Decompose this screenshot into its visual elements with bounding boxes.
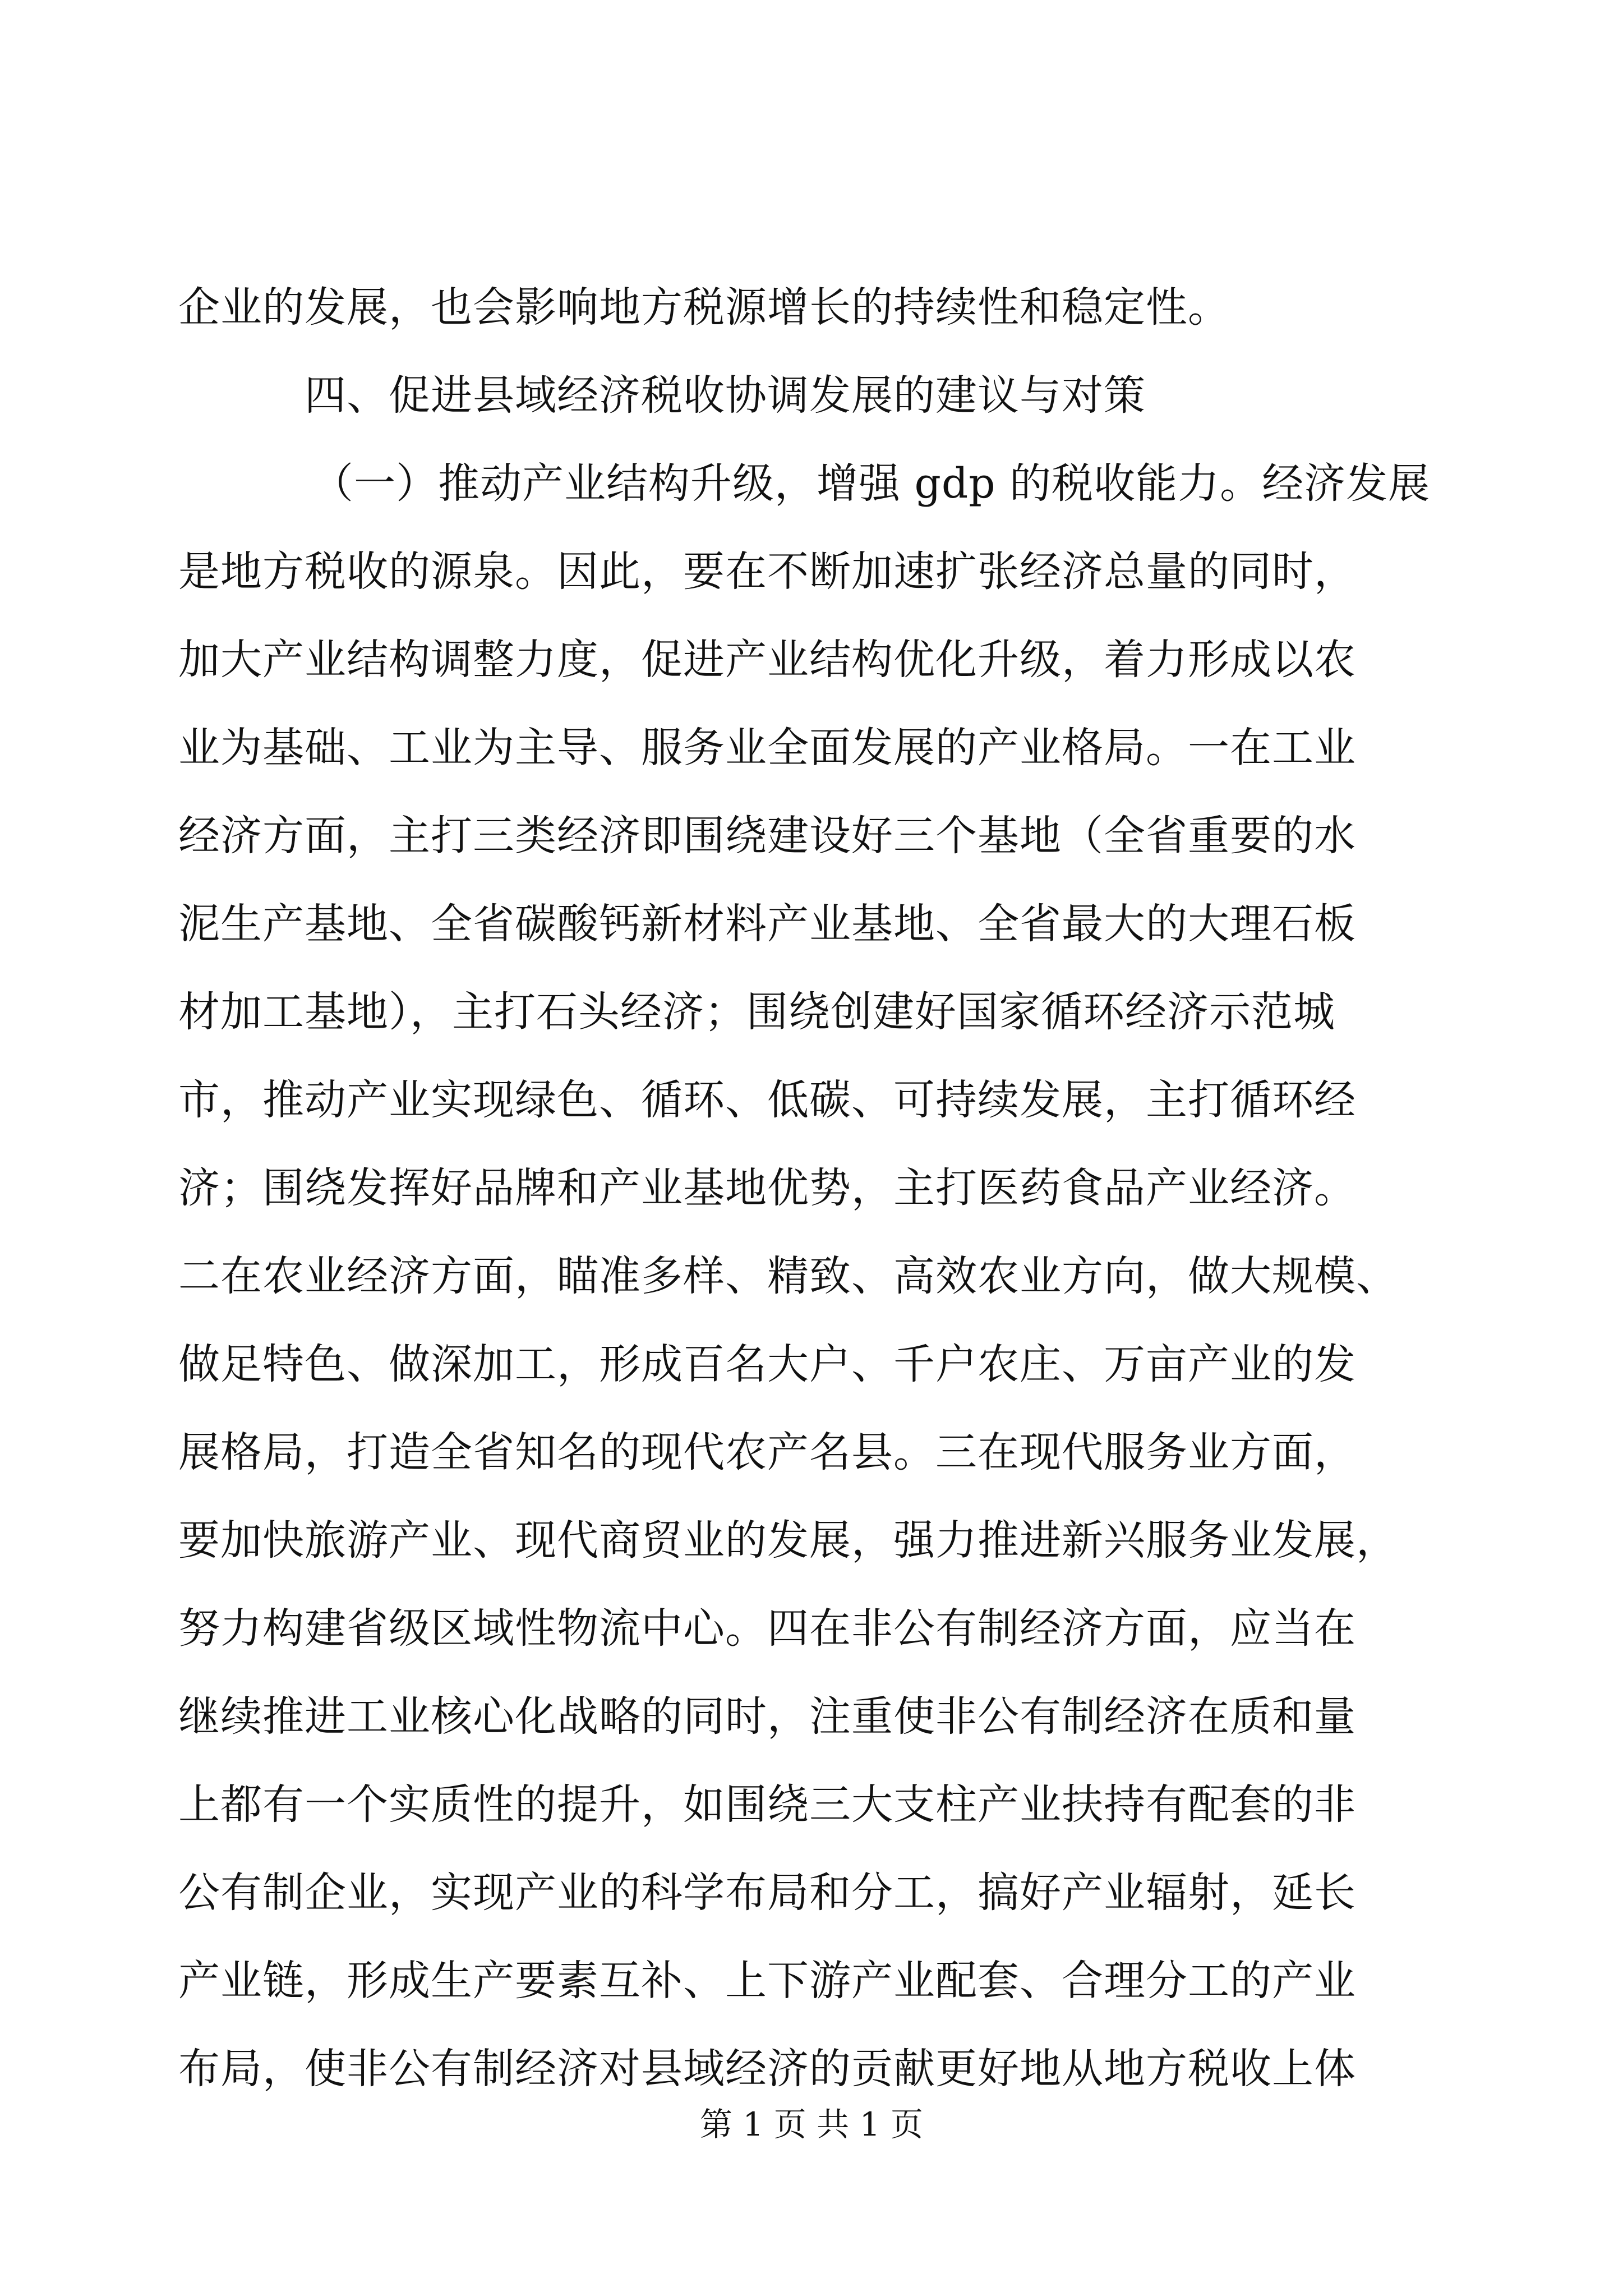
text-line: 继续推进工业核心化战略的同时，注重使非公有制经济在质和量 <box>178 1692 1356 1741</box>
subsection-heading-line: （一）推动产业结构升级，增强 gdp 的税收能力。经济发展 <box>312 459 1431 508</box>
text-line: 企业的发展，也会影响地方税源增长的持续性和稳定性。 <box>178 283 1230 332</box>
page-footer <box>0 2105 1623 2144</box>
page-number-label: 第 1 页 共 1 页 <box>700 2105 923 2143</box>
text-line: 公有制企业，实现产业的科学布局和分工，搞好产业辐射，延长 <box>178 1869 1356 1917</box>
section-heading: 四、促进县域经济税收协调发展的建议与对策 <box>305 371 1146 420</box>
text-line: 泥生产基地、全省碳酸钙新材料产业基地、全省最大的大理石板 <box>178 900 1356 948</box>
document-body <box>178 264 1440 2113</box>
text-line: 展格局，打造全省知名的现代农产名县。三在现代服务业方面， <box>178 1428 1356 1476</box>
text-line: 上都有一个实质性的提升，如围绕三大支柱产业扶持有配套的非 <box>178 1780 1356 1829</box>
text-line: 市，推动产业实现绿色、循环、低碳、可持续发展，主打循环经 <box>178 1076 1356 1124</box>
text-line: 是地方税收的源泉。因此，要在不断加速扩张经济总量的同时， <box>178 547 1356 596</box>
text-line: 产业链，形成生产要素互补、上下游产业配套、合理分工的产业 <box>178 1957 1356 2005</box>
text-line: 做足特色、做深加工，形成百名大户、千户农庄、万亩产业的发 <box>178 1340 1356 1388</box>
text-line: 济；围绕发挥好品牌和产业基地优势，主打医药食品产业经济。 <box>178 1164 1356 1212</box>
text-line: 业为基础、工业为主导、服务业全面发展的产业格局。一在工业 <box>178 724 1356 772</box>
text-line: 努力构建省级区域性物流中心。四在非公有制经济方面，应当在 <box>178 1604 1356 1653</box>
text-line: 经济方面，主打三类经济即围绕建设好三个基地（全省重要的水 <box>178 812 1356 860</box>
text-line: 要加快旅游产业、现代商贸业的发展，强力推进新兴服务业发展， <box>178 1516 1398 1565</box>
text-line: 材加工基地），主打石头经济；围绕创建好国家循环经济示范城 <box>178 988 1335 1036</box>
text-line: 二在农业经济方面，瞄准多样、精致、高效农业方向，做大规模、 <box>178 1252 1398 1300</box>
text-line: 布局，使非公有制经济对县域经济的贡献更好地从地方税收上体 <box>178 2045 1356 2093</box>
text-line: 加大产业结构调整力度，促进产业结构优化升级，着力形成以农 <box>178 636 1356 684</box>
